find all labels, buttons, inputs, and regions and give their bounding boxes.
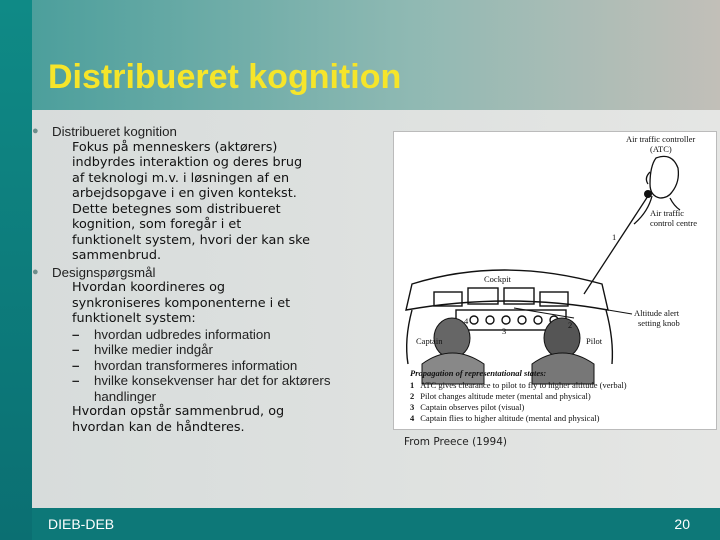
text-line: Fokus på menneskers (aktørers) xyxy=(72,139,278,155)
text-line: af teknologi m.v. i løsningen af en xyxy=(72,170,290,186)
dash-icon: – xyxy=(72,357,80,373)
label-altitude-1: Altitude alert xyxy=(634,308,680,318)
svg-text:2Pilot changes altitude meter: 2 Pilot changes altitude meter (mental and physical) xyxy=(410,391,591,401)
bullet-dot-icon: ● xyxy=(32,125,39,137)
bullet-1 xyxy=(30,124,385,140)
svg-text:3Captain observes pilot (visua: 3 Captain observes pilot (visual) xyxy=(410,402,525,412)
label-2: 2 xyxy=(568,320,573,330)
cockpit-illustration xyxy=(394,132,716,429)
text-line: sammenbrud. xyxy=(72,248,162,263)
bullet-2 xyxy=(30,265,385,281)
bullet-title: Distribueret kognition xyxy=(52,124,177,139)
page-number: 20 xyxy=(674,516,690,532)
bullet-2-text xyxy=(30,280,385,327)
pointer-line xyxy=(608,310,632,314)
label-centre-1: Air traffic xyxy=(650,208,685,218)
footer-band xyxy=(32,508,720,540)
svg-text:4Captain flies to higher altit: 4 Captain flies to higher altitude (mental and physical) xyxy=(410,413,600,423)
list-item: – hvordan udbredes information xyxy=(72,326,271,342)
dash-icon: – xyxy=(72,326,80,342)
svg-text:1ATC gives clearance to pilot: 1 ATC gives clearance to pilot to fly to higher altitude (verbal) xyxy=(410,380,627,390)
list-item: – hvordan transformeres information xyxy=(72,357,298,373)
bullet-dot-icon: ● xyxy=(32,265,39,278)
text-line: Dette betegnes som distribueret xyxy=(72,201,281,217)
label-4: 4 xyxy=(464,316,469,326)
list-item: – hvilke konsekvenser har det for aktørers handlinger xyxy=(72,373,331,404)
text-line: Hvordan opstår sammenbrud, og xyxy=(72,404,285,419)
bullet-1-text xyxy=(30,140,385,264)
label-captain: Captain xyxy=(416,336,443,346)
figure-caption: From Preece (1994) xyxy=(404,436,507,448)
label-atc-abbr: (ATC) xyxy=(650,144,672,154)
text-line: Hvordan koordineres og xyxy=(72,280,226,295)
label-altitude-2: setting knob xyxy=(638,318,680,328)
label-pilot: Pilot xyxy=(586,336,603,346)
slide-body xyxy=(30,124,385,435)
text-line: kognition, som foregår i et xyxy=(72,217,242,232)
text-line: arbejdsopgave i en given kontekst. xyxy=(72,186,297,201)
label-1: 1 xyxy=(612,232,617,242)
list-item: – hvilke medier indgår xyxy=(72,342,213,357)
dash-icon: – xyxy=(72,342,80,357)
footer-label: DIEB-DEB xyxy=(48,516,115,532)
dash-list xyxy=(30,327,385,405)
cockpit-figure xyxy=(393,131,717,430)
propagation-title: Propagation of representational states: xyxy=(410,368,547,378)
text-line: synkroniseres komponenterne i et xyxy=(72,295,291,311)
communication-line xyxy=(584,196,648,294)
text-line: funktionelt system: xyxy=(72,311,196,326)
left-accent-bar xyxy=(0,0,32,540)
text-line: funktionelt system, hvori der kan ske xyxy=(72,232,310,248)
propagation-list xyxy=(410,380,627,423)
label-cockpit: Cockpit xyxy=(484,274,511,284)
slide-title: Distribueret kognition xyxy=(48,58,402,96)
label-atc: Air traffic controller xyxy=(626,134,696,144)
text-line: indbyrdes interaktion og deres brug xyxy=(72,155,303,170)
dash-icon: – xyxy=(72,373,80,388)
label-centre-2: control centre xyxy=(650,218,697,228)
bullet-title: Designspørgsmål xyxy=(52,264,156,280)
text-line: hvordan kan de håndteres. xyxy=(72,419,245,435)
bullet-2-closing xyxy=(30,404,385,435)
label-3: 3 xyxy=(502,326,507,336)
